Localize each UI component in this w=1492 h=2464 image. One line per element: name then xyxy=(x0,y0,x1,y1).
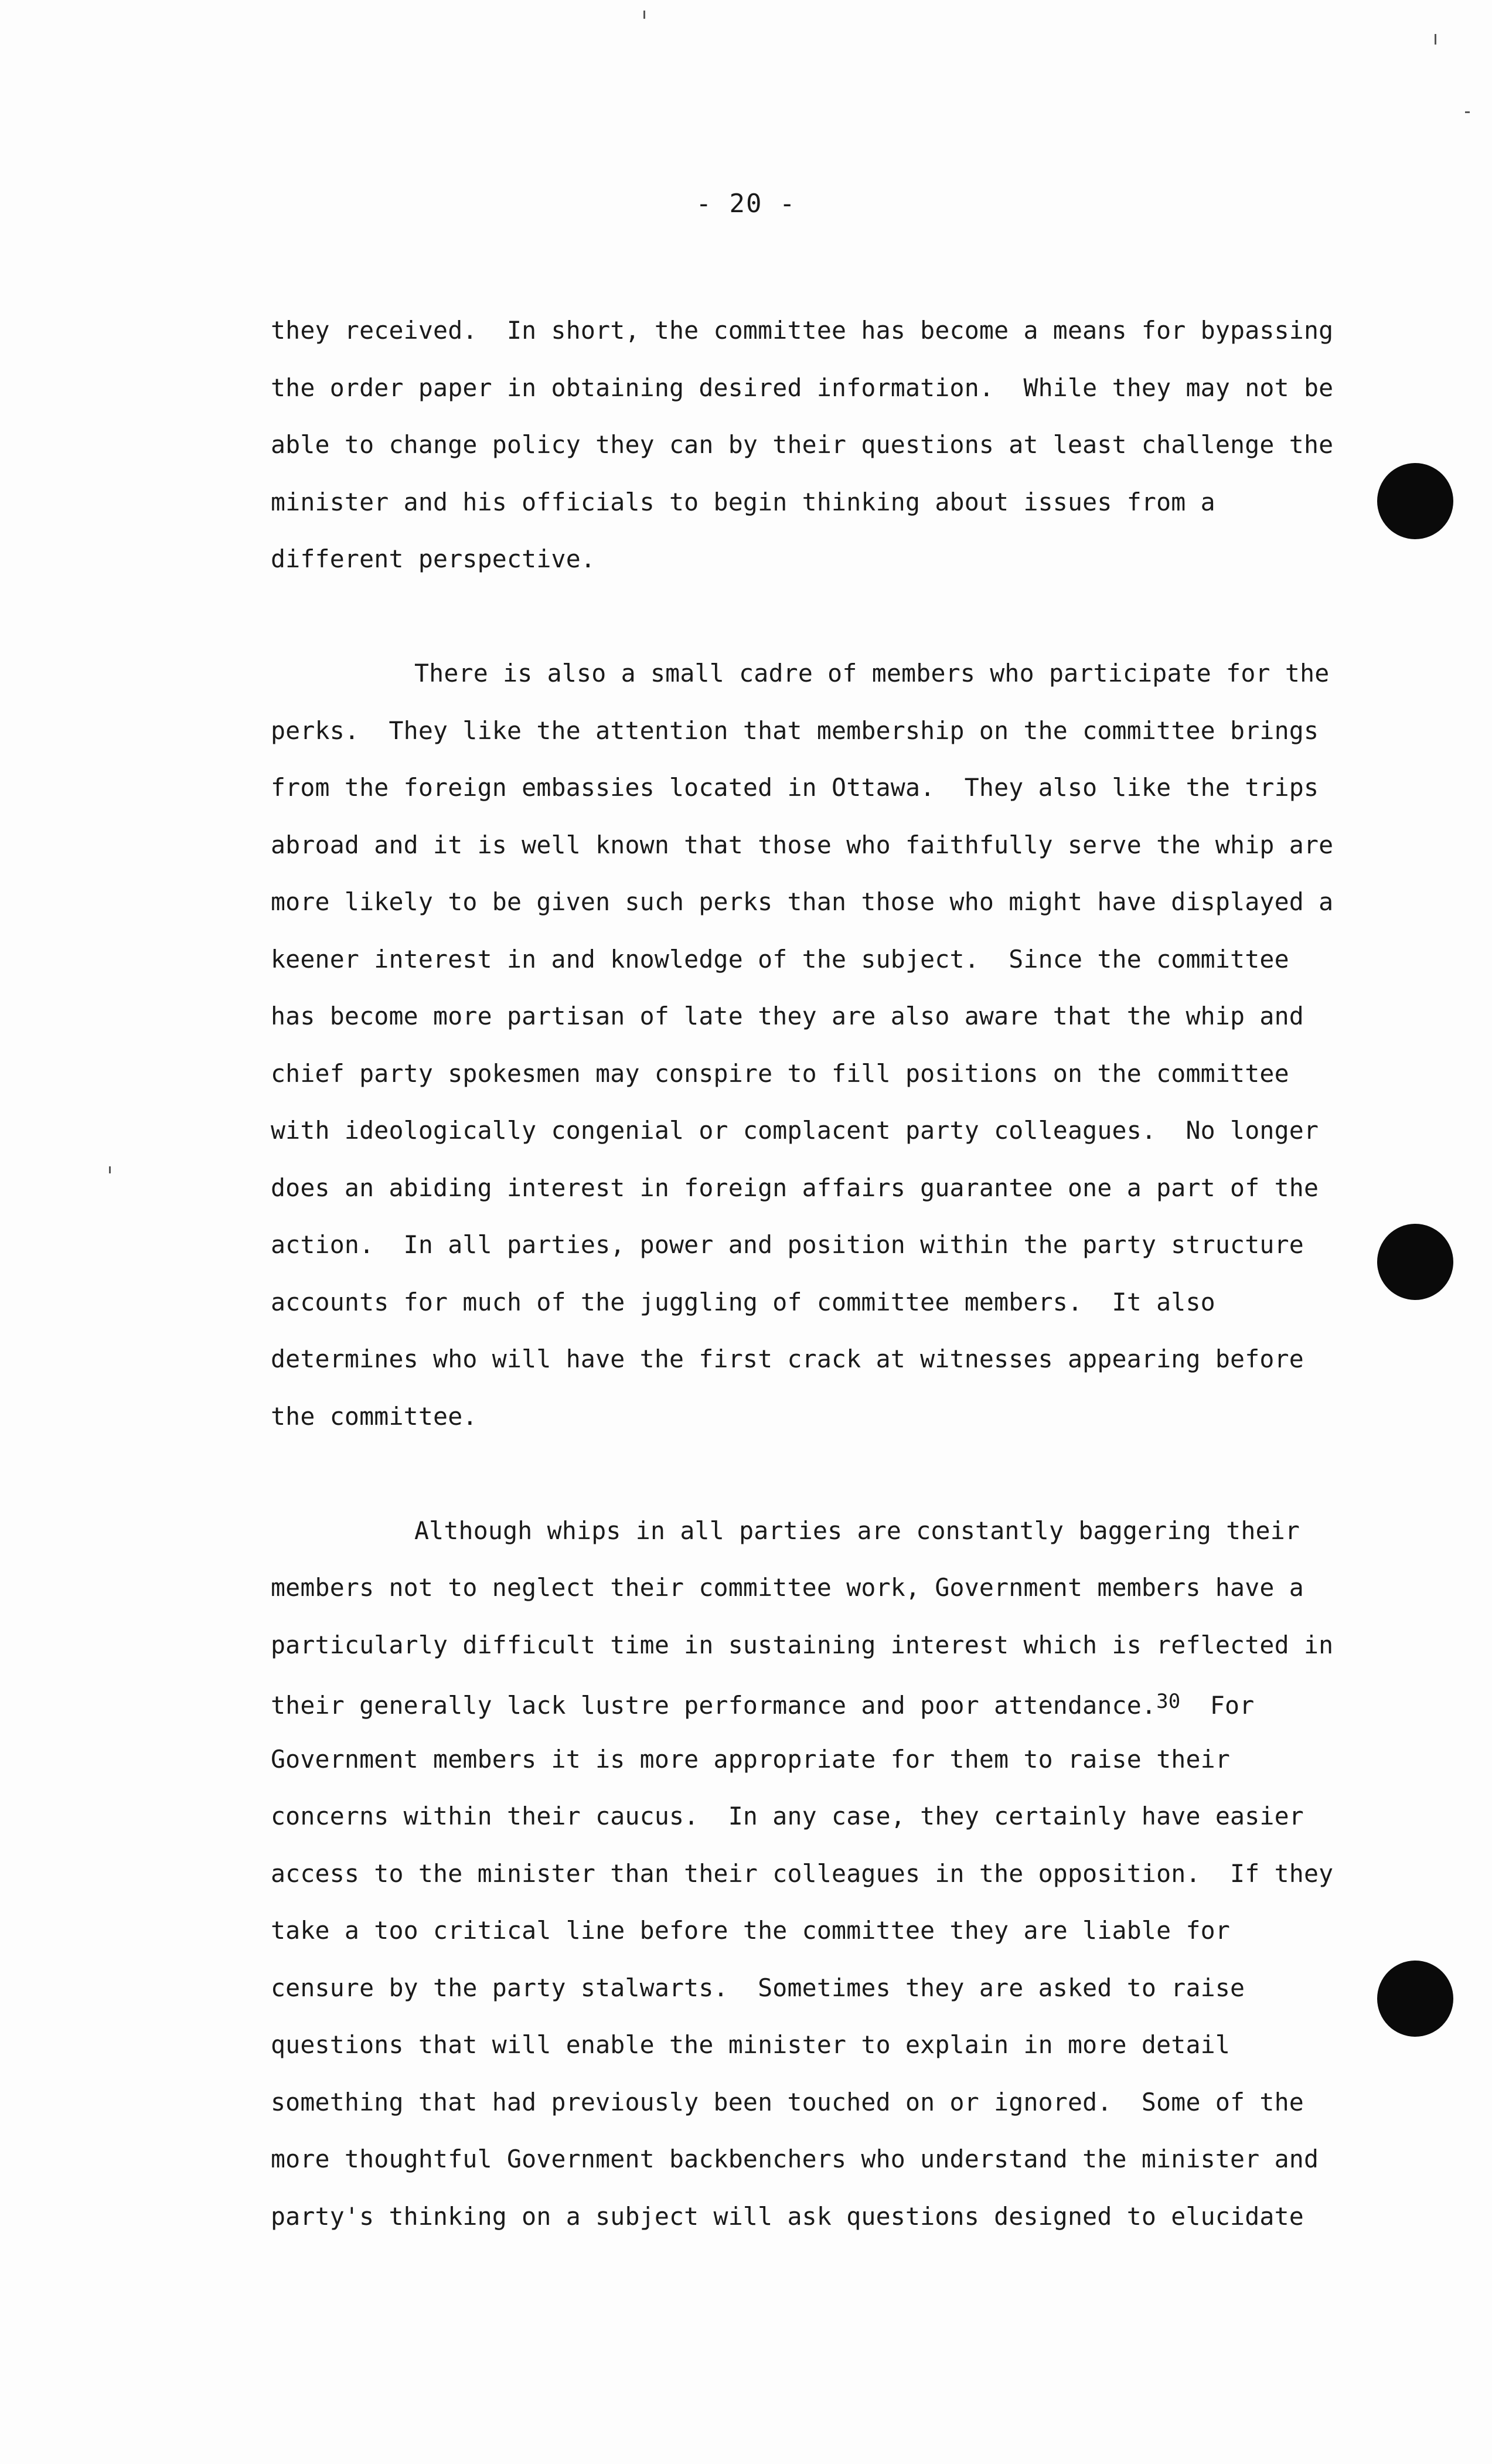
text-line: members not to neglect their committee work, Government members have a xyxy=(271,1573,1304,1602)
text-line: action. In all parties, power and position within the party structure xyxy=(271,1230,1304,1259)
paragraph-spacer xyxy=(271,588,1337,645)
text-line: the committee. xyxy=(271,1401,478,1431)
text-line: does an abiding interest in foreign affairs guarantee one a part of the xyxy=(271,1173,1319,1202)
paragraph-3 xyxy=(271,1502,1337,2245)
text-line: they received. In short, the committee has become a means for bypassing xyxy=(271,316,1334,345)
text-line: accounts for much of the juggling of committee members. It also xyxy=(271,1287,1215,1316)
text-line: something that had previously been touched on or ignored. Some of the xyxy=(271,2087,1304,2116)
text-line: particularly difficult time in sustaining interest which is reflected in xyxy=(271,1630,1334,1659)
punch-hole-middle xyxy=(1377,1224,1453,1300)
scan-mark xyxy=(643,11,645,19)
footnote-reference: 30 xyxy=(1156,1690,1181,1713)
paragraph-spacer xyxy=(271,1445,1337,1502)
page-number: - 20 - xyxy=(696,189,796,219)
text-line: abroad and it is well known that those who faithfully serve the whip are xyxy=(271,830,1334,859)
text-line: questions that will enable the minister to explain in more detail xyxy=(271,2030,1231,2059)
text-line: able to change policy they can by their questions at least challenge the xyxy=(271,430,1334,459)
scan-mark xyxy=(1465,111,1470,113)
text-line: different perspective. xyxy=(271,544,596,573)
scan-mark xyxy=(109,1166,111,1173)
paragraph-1 xyxy=(271,302,1337,588)
text-line: Although whips in all parties are constantly baggering their xyxy=(414,1516,1300,1545)
text-line: take a too critical line before the committee they are liable for xyxy=(271,1916,1231,1945)
text-line: chief party spokesmen may conspire to fill positions on the committee xyxy=(271,1059,1289,1088)
text-line: with ideologically congenial or complacent party colleagues. No longer xyxy=(271,1116,1319,1145)
body-text xyxy=(271,302,1337,2245)
text-line: from the foreign embassies located in Ottawa. They also like the trips xyxy=(271,773,1319,802)
text-line: the order paper in obtaining desired information. While they may not be xyxy=(271,373,1334,402)
text-line: party's thinking on a subject will ask questions designed to elucidate xyxy=(271,2201,1304,2231)
text-line: minister and his officials to begin thinking about issues from a xyxy=(271,487,1215,516)
text-line: perks. They like the attention that membership on the committee brings xyxy=(271,716,1319,745)
punch-hole-bottom xyxy=(1377,1961,1453,2037)
text-line: more thoughtful Government backbenchers who understand the minister and xyxy=(271,2145,1319,2173)
text-line-with-footnote xyxy=(271,1673,1337,1731)
text-line: concerns within their caucus. In any case, they certainly have easier xyxy=(271,1802,1304,1830)
text-line: keener interest in and knowledge of the subject. Since the committee xyxy=(271,944,1289,974)
text-line: determines who will have the first crack at witnesses appearing before xyxy=(271,1345,1304,1373)
scan-mark xyxy=(1435,34,1436,45)
text-line-segment: their generally lack lustre performance and poor attendance. xyxy=(271,1691,1157,1720)
text-line: access to the minister than their colleagues in the opposition. If they xyxy=(271,1859,1334,1888)
text-line-segment: For xyxy=(1180,1691,1255,1720)
text-line: There is also a small cadre of members who participate for the xyxy=(414,659,1330,688)
text-line: Government members it is more appropriate for them to raise their xyxy=(271,1744,1231,1774)
punch-hole-top xyxy=(1377,463,1453,539)
text-line: censure by the party stalwarts. Sometimes they are asked to raise xyxy=(271,1973,1245,2002)
text-line: has become more partisan of late they are also aware that the whip and xyxy=(271,1002,1304,1030)
paragraph-2 xyxy=(271,645,1337,1445)
text-line: more likely to be given such perks than those who might have displayed a xyxy=(271,887,1334,916)
